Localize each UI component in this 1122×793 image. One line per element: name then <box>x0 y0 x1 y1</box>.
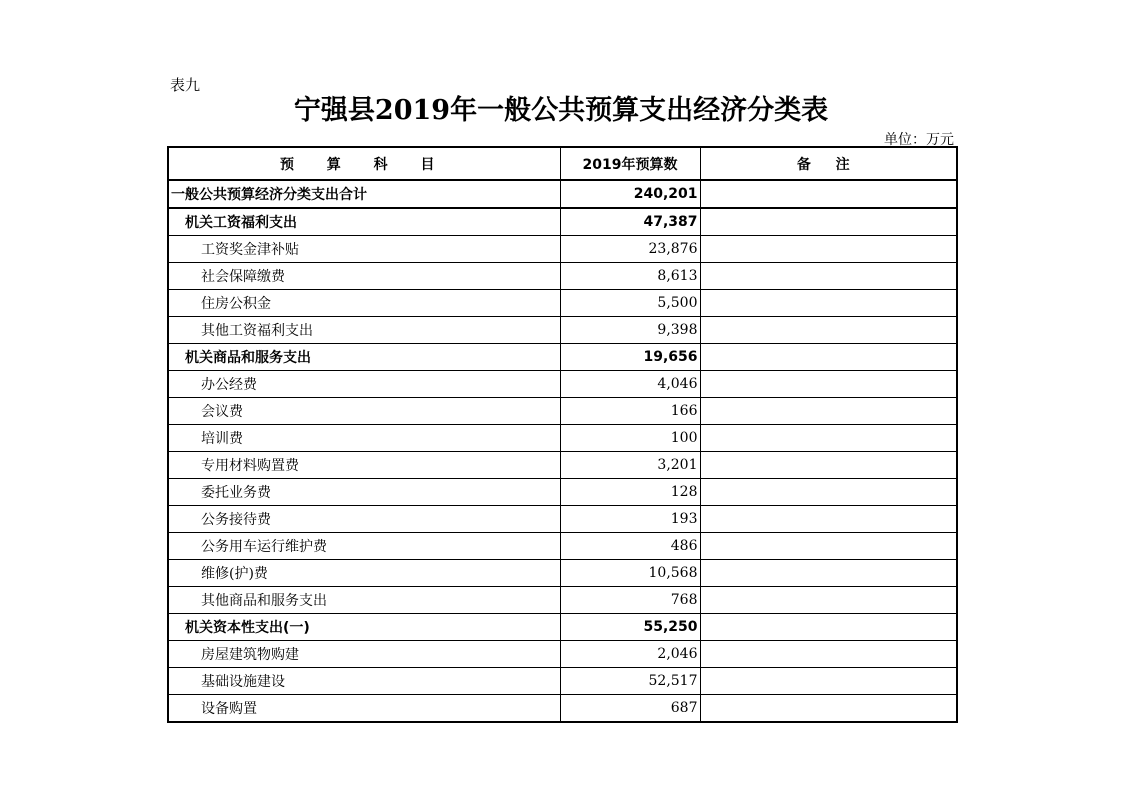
row-amount: 2,046 <box>560 641 700 668</box>
row-note <box>700 614 957 641</box>
table-row <box>168 641 957 668</box>
row-subject: 培训费 <box>168 425 560 452</box>
row-amount: 3,201 <box>560 452 700 479</box>
row-amount: 10,568 <box>560 560 700 587</box>
row-note <box>700 506 957 533</box>
row-note <box>700 180 957 208</box>
row-note <box>700 236 957 263</box>
row-subject: 委托业务费 <box>168 479 560 506</box>
row-amount: 486 <box>560 533 700 560</box>
row-amount: 687 <box>560 695 700 723</box>
row-amount: 23,876 <box>560 236 700 263</box>
row-note <box>700 479 957 506</box>
table-row <box>168 587 957 614</box>
row-subject: 设备购置 <box>168 695 560 723</box>
row-subject: 其他商品和服务支出 <box>168 587 560 614</box>
row-subject: 公务接待费 <box>168 506 560 533</box>
table-row <box>168 425 957 452</box>
table-row <box>168 668 957 695</box>
row-amount: 47,387 <box>560 208 700 236</box>
sheet-label: 表九 <box>170 76 201 94</box>
table-row <box>168 695 957 723</box>
column-header-note: 备 注 <box>700 147 957 180</box>
row-amount: 9,398 <box>560 317 700 344</box>
row-note <box>700 641 957 668</box>
row-amount: 100 <box>560 425 700 452</box>
row-amount: 55,250 <box>560 614 700 641</box>
row-note <box>700 695 957 723</box>
row-subject: 房屋建筑物购建 <box>168 641 560 668</box>
row-subject: 工资奖金津补贴 <box>168 236 560 263</box>
row-note <box>700 425 957 452</box>
row-amount: 166 <box>560 398 700 425</box>
table-row <box>168 236 957 263</box>
row-note <box>700 668 957 695</box>
row-subject: 社会保障缴费 <box>168 263 560 290</box>
unit-label: 单位：万元 <box>884 132 954 148</box>
row-note <box>700 317 957 344</box>
row-note <box>700 344 957 371</box>
row-amount: 128 <box>560 479 700 506</box>
row-amount: 5,500 <box>560 290 700 317</box>
table-row <box>168 180 957 208</box>
header-row <box>168 147 957 180</box>
table-row <box>168 371 957 398</box>
row-amount: 4,046 <box>560 371 700 398</box>
budget-table <box>167 146 958 723</box>
row-subject: 专用材料购置费 <box>168 452 560 479</box>
table-row <box>168 560 957 587</box>
row-subject: 机关资本性支出(一) <box>168 614 560 641</box>
table-row <box>168 614 957 641</box>
row-note <box>700 533 957 560</box>
row-amount: 193 <box>560 506 700 533</box>
table-row <box>168 533 957 560</box>
table-row <box>168 398 957 425</box>
row-note <box>700 263 957 290</box>
row-subject: 机关工资福利支出 <box>168 208 560 236</box>
row-subject: 办公经费 <box>168 371 560 398</box>
row-note <box>700 452 957 479</box>
document-title: 宁强县2019年一般公共预算支出经济分类表 <box>293 95 829 126</box>
table-row <box>168 317 957 344</box>
row-subject: 会议费 <box>168 398 560 425</box>
column-header-budget: 2019年预算数 <box>560 147 700 180</box>
row-note <box>700 560 957 587</box>
row-subject: 机关商品和服务支出 <box>168 344 560 371</box>
row-subject: 其他工资福利支出 <box>168 317 560 344</box>
row-amount: 8,613 <box>560 263 700 290</box>
row-subject: 维修(护)费 <box>168 560 560 587</box>
row-amount: 768 <box>560 587 700 614</box>
table-row <box>168 506 957 533</box>
row-subject: 一般公共预算经济分类支出合计 <box>168 180 560 208</box>
row-note <box>700 587 957 614</box>
table-row <box>168 344 957 371</box>
row-note <box>700 398 957 425</box>
table-row <box>168 479 957 506</box>
table-row <box>168 290 957 317</box>
row-note <box>700 371 957 398</box>
row-subject: 住房公积金 <box>168 290 560 317</box>
row-note <box>700 290 957 317</box>
table-row <box>168 263 957 290</box>
row-amount: 52,517 <box>560 668 700 695</box>
row-amount: 19,656 <box>560 344 700 371</box>
table-body <box>168 180 957 722</box>
row-subject: 基础设施建设 <box>168 668 560 695</box>
table-header <box>168 147 957 180</box>
row-amount: 240,201 <box>560 180 700 208</box>
row-note <box>700 208 957 236</box>
row-subject: 公务用车运行维护费 <box>168 533 560 560</box>
column-header-subject: 预 算 科 目 <box>168 147 560 180</box>
table-row <box>168 208 957 236</box>
table-row <box>168 452 957 479</box>
